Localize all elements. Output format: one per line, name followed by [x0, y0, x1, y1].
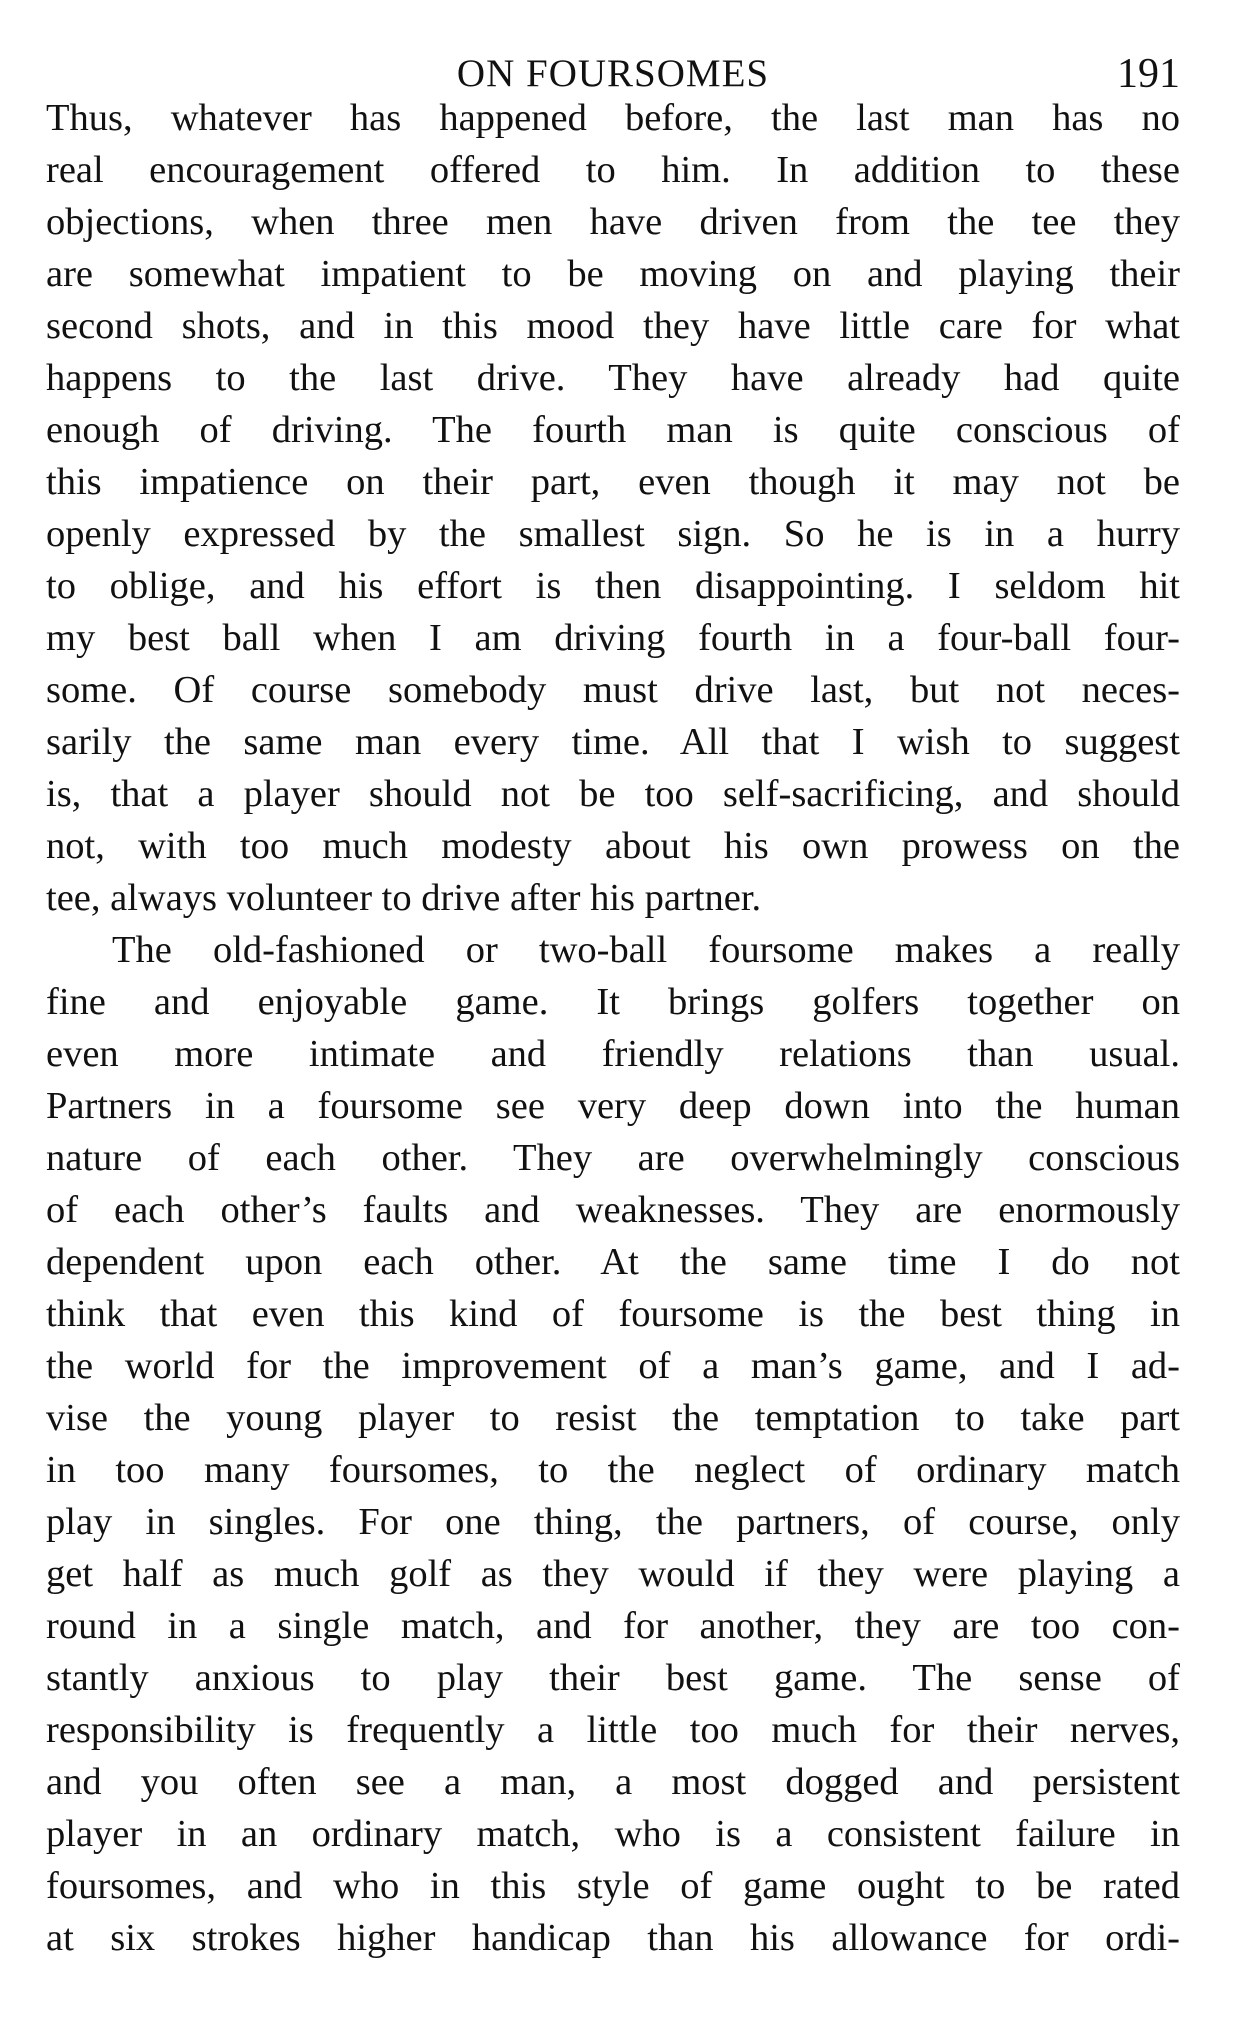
text-line: nature of each other. They are overwhelmingly conscious [46, 1137, 1180, 1179]
text-line: this impatience on their part, even though it may not be [46, 461, 1180, 503]
text-line: my best ball when I am driving fourth in a four-ball four- [46, 617, 1180, 659]
text-line: openly expressed by the smallest sign. So he is in a hurry [46, 513, 1180, 555]
text-line: player in an ordinary match, who is a consistent failure in [46, 1813, 1180, 1855]
text-line: Thus, whatever has happened before, the last man has no [46, 97, 1180, 139]
text-line: play in singles. For one thing, the partners, of course, only [46, 1501, 1180, 1543]
text-line: the world for the improvement of a man’s game, and I ad- [46, 1345, 1180, 1387]
text-line: think that even this kind of foursome is the best thing in [46, 1293, 1180, 1335]
text-line: real encouragement offered to him. In addition to these [46, 149, 1180, 191]
text-line: in too many foursomes, to the neglect of ordinary match [46, 1449, 1180, 1491]
text-line: get half as much golf as they would if they were playing a [46, 1553, 1180, 1595]
text-line: of each other’s faults and weaknesses. They are enormously [46, 1189, 1180, 1231]
text-line: some. Of course somebody must drive last, but not neces- [46, 669, 1180, 711]
text-line: sarily the same man every time. All that I wish to suggest [46, 721, 1180, 763]
text-line: is, that a player should not be too self-sacrificing, and should [46, 773, 1180, 815]
text-line: dependent upon each other. At the same time I do not [46, 1241, 1180, 1283]
text-line: enough of driving. The fourth man is quite conscious of [46, 409, 1180, 451]
text-line: stantly anxious to play their best game. The sense of [46, 1657, 1180, 1699]
text-line: foursomes, and who in this style of game ought to be rated [46, 1865, 1180, 1907]
text-line: objections, when three men have driven from the tee they [46, 201, 1180, 243]
running-title: ON FOURSOMES [456, 52, 770, 95]
text-line: even more intimate and friendly relations than usual. [46, 1033, 1180, 1075]
text-line: second shots, and in this mood they have little care for what [46, 305, 1180, 347]
text-line: round in a single match, and for another, they are too con- [46, 1605, 1180, 1647]
text-line: are somewhat impatient to be moving on and playing their [46, 253, 1180, 295]
text-line: responsibility is frequently a little too much for their nerves, [46, 1709, 1180, 1751]
page-number: 191 [1117, 51, 1180, 97]
text-line: happens to the last drive. They have already had quite [46, 357, 1180, 399]
text-line: The old-fashioned or two-ball foursome makes a really [112, 929, 1180, 971]
text-line: at six strokes higher handicap than his allowance for ordi- [46, 1917, 1180, 1959]
text-line: not, with too much modesty about his own prowess on the [46, 825, 1180, 867]
text-line: fine and enjoyable game. It brings golfers together on [46, 981, 1180, 1023]
text-line: vise the young player to resist the temptation to take part [46, 1397, 1180, 1439]
text-line: and you often see a man, a most dogged and persistent [46, 1761, 1180, 1803]
text-line: tee, always volunteer to drive after his partner. [46, 877, 762, 919]
text-line: Partners in a foursome see very deep down into the human [46, 1085, 1180, 1127]
text-line: to oblige, and his effort is then disappointing. I seldom hit [46, 565, 1180, 607]
